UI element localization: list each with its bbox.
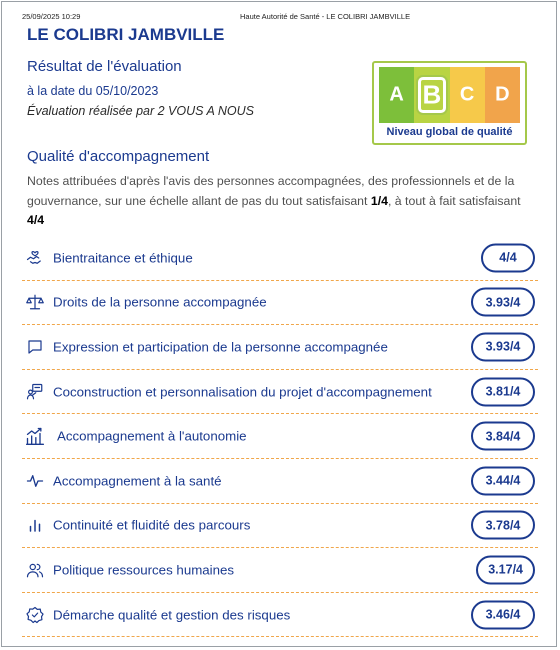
- criterion-score: 3.44/4: [471, 466, 535, 495]
- handshake-icon: [25, 248, 45, 268]
- grade-a-letter: A: [389, 83, 404, 106]
- scale-max: 4/4: [27, 213, 45, 227]
- section-desc-middle: , à tout à fait satisfaisant: [387, 193, 521, 208]
- growth-chart-icon: [25, 426, 45, 446]
- section-title: Qualité d'accompagnement: [27, 148, 210, 165]
- grade-scale: [379, 67, 520, 123]
- criterion-score: 3.84/4: [471, 422, 535, 451]
- quality-badge-icon: [25, 605, 45, 625]
- criterion-score: 3.17/4: [476, 555, 535, 584]
- criterion-label: Politique ressources humaines: [53, 562, 235, 578]
- criterion-row: [22, 236, 538, 281]
- grade-c: [450, 67, 485, 123]
- criterion-row: [22, 281, 538, 326]
- criterion-label: Continuité et fluidité des parcours: [53, 517, 251, 533]
- people-icon: [25, 560, 45, 580]
- grade-c-letter: C: [459, 83, 475, 106]
- criterion-score: 3.46/4: [471, 600, 535, 629]
- criterion-label: Accompagnement à la santé: [53, 473, 222, 489]
- grade-b-letter: B: [422, 79, 442, 110]
- evaluation-date: à la date du 05/10/2023: [27, 84, 159, 98]
- criterion-score: 4/4: [481, 243, 535, 272]
- criterion-label: Coconstruction et personnalisation du projet d'accompagnement: [53, 384, 432, 400]
- evaluation-performed-by: Évaluation réalisée par 2 VOUS A NOUS: [27, 104, 254, 118]
- criterion-score: 3.93/4: [471, 288, 535, 317]
- criteria-list: [22, 236, 538, 637]
- heartbeat-icon: [25, 471, 45, 491]
- criterion-row: [22, 414, 538, 459]
- scale-min: 1/4: [370, 193, 388, 208]
- criterion-score: 3.93/4: [471, 332, 535, 361]
- criterion-row: [22, 593, 538, 638]
- establishment-name: LE COLIBRI JAMBVILLE: [27, 25, 225, 44]
- criterion-score: 3.78/4: [471, 511, 535, 540]
- grade-selected-tile: [418, 77, 445, 113]
- criterion-row: [22, 370, 538, 415]
- criterion-label: Accompagnement à l'autonomie: [57, 428, 247, 444]
- criterion-row: [22, 459, 538, 504]
- criterion-label: Expression et participation de la personne accompagnée: [53, 339, 388, 355]
- grade-caption: Niveau global de qualité: [386, 126, 513, 138]
- criterion-label: Bientraitance et éthique: [53, 250, 193, 266]
- grade-d-letter: D: [495, 83, 510, 106]
- print-title: Haute Autorité de Santé - LE COLIBRI JAMBVILLE: [240, 12, 411, 21]
- criterion-label: Droits de la personne accompagnée: [53, 294, 267, 310]
- criterion-row: [22, 504, 538, 549]
- section-description: [27, 172, 533, 231]
- criterion-score: 3.81/4: [471, 377, 535, 406]
- print-datetime: 25/09/2025 10:29: [22, 12, 81, 21]
- grade-d: [485, 67, 520, 123]
- grade-a: [379, 67, 414, 123]
- quality-grade-badge: [372, 61, 527, 145]
- section-desc-text: Notes attribuées d'après l'avis des personnes accompagnées, des professionnels et de la gouvernance, sur une échelle allant de pas du tout satisfaisant: [27, 174, 515, 208]
- criterion-row: [22, 325, 538, 370]
- scales-icon: [25, 292, 45, 312]
- collaboration-icon: [25, 382, 45, 402]
- grade-b: [414, 67, 449, 123]
- evaluation-title: Résultat de l'évaluation: [27, 58, 182, 75]
- print-header: [0, 10, 560, 24]
- criterion-row: [22, 548, 538, 593]
- criterion-label: Démarche qualité et gestion des risques: [53, 607, 291, 623]
- speech-bubble-icon: [25, 337, 45, 357]
- bar-chart-icon: [25, 515, 45, 535]
